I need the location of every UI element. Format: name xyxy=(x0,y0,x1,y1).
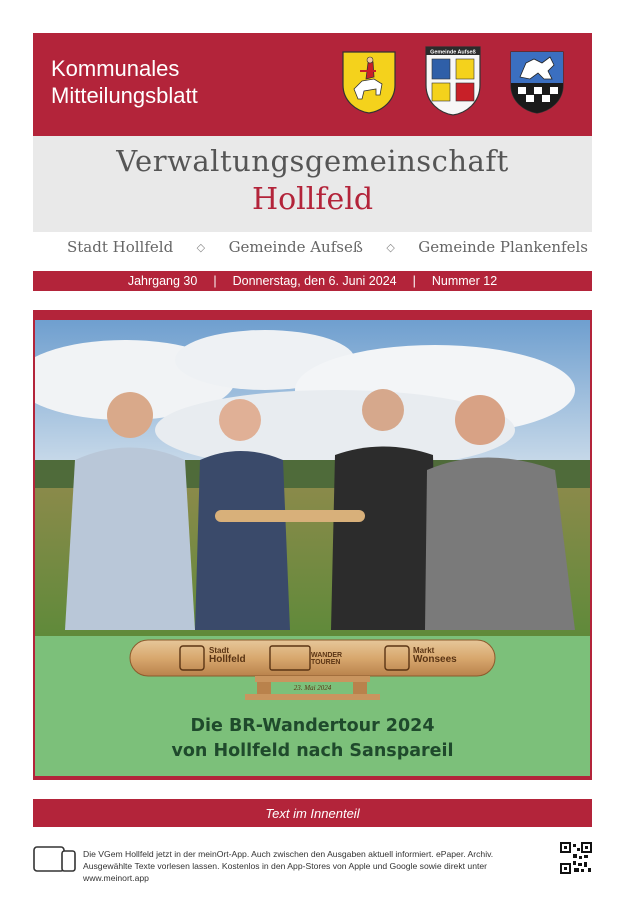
header-band xyxy=(33,33,592,136)
masthead-title-line1: Kommunales xyxy=(51,56,180,81)
app-promo-line1: Die VGem Hollfeld jetzt in der meinOrt-App. Auch zwischen den Ausgaben aktuell informiert. ePaper. Archiv. xyxy=(83,849,494,859)
baton-right-engraving xyxy=(413,646,457,664)
tablet-phone-icon xyxy=(33,845,77,873)
publisher-name: Verwaltungsgemeinschaft xyxy=(116,144,509,178)
baton-center-engraving: WANDER TOUREN xyxy=(311,652,343,666)
masthead-title-line2: Mitteilungsblatt xyxy=(51,83,198,108)
baton-left-engraving xyxy=(209,646,246,664)
app-promo-text xyxy=(83,848,553,884)
separator-diamond-icon: ◇ xyxy=(196,240,206,254)
app-promo-line2: Ausgewählte Texte vorlesen lassen. Kostenlos in den App-Stores von Apple und Google sowie direkt unter www.meinort.app xyxy=(83,861,487,883)
crest-aufsess-icon xyxy=(424,45,482,117)
issue-separator: | xyxy=(213,274,217,288)
publisher-place: Hollfeld xyxy=(251,182,374,217)
crest-hollfeld-icon xyxy=(340,49,398,115)
cover-headline-line1: Die BR-Wandertour 2024 xyxy=(190,716,435,736)
baton-left-name: Hollfeld xyxy=(209,654,246,665)
issue-date: Donnerstag, den 6. Juni 2024 xyxy=(232,274,397,288)
crest-plankenfels-icon xyxy=(508,49,566,115)
cover-headline-line2: von Hollfeld nach Sanspareil xyxy=(171,741,454,761)
baton-right-title: Markt xyxy=(413,646,435,655)
footer xyxy=(33,842,592,883)
baton-date: 23. Mai 2024 xyxy=(293,684,332,692)
separator-diamond-icon: ◇ xyxy=(386,240,395,254)
qr-code-icon[interactable] xyxy=(560,842,592,874)
cover-photo-frame xyxy=(33,310,592,780)
issue-separator: | xyxy=(412,274,416,288)
cover-photo xyxy=(35,320,590,776)
title-band xyxy=(33,136,592,232)
issue-info-band xyxy=(33,271,592,291)
baton-right-name: Wonsees xyxy=(413,654,457,665)
issue-number: Nummer 12 xyxy=(431,274,498,288)
inside-content-label: Text im Innenteil xyxy=(265,805,360,821)
inside-content-band xyxy=(33,799,592,827)
member-stadt-hollfeld: Stadt Hollfeld xyxy=(67,238,174,256)
baton-left-title: Stadt xyxy=(209,646,229,655)
member-gemeinde-aufsess: Gemeinde Aufseß xyxy=(228,238,363,256)
masthead-title xyxy=(51,55,198,109)
member-gemeinde-plankenfels: Gemeinde Plankenfels xyxy=(418,238,588,256)
issue-volume: Jahrgang 30 xyxy=(127,274,198,288)
crest-aufsess-label: Gemeinde Aufseß xyxy=(430,49,476,56)
member-municipalities xyxy=(33,236,592,258)
